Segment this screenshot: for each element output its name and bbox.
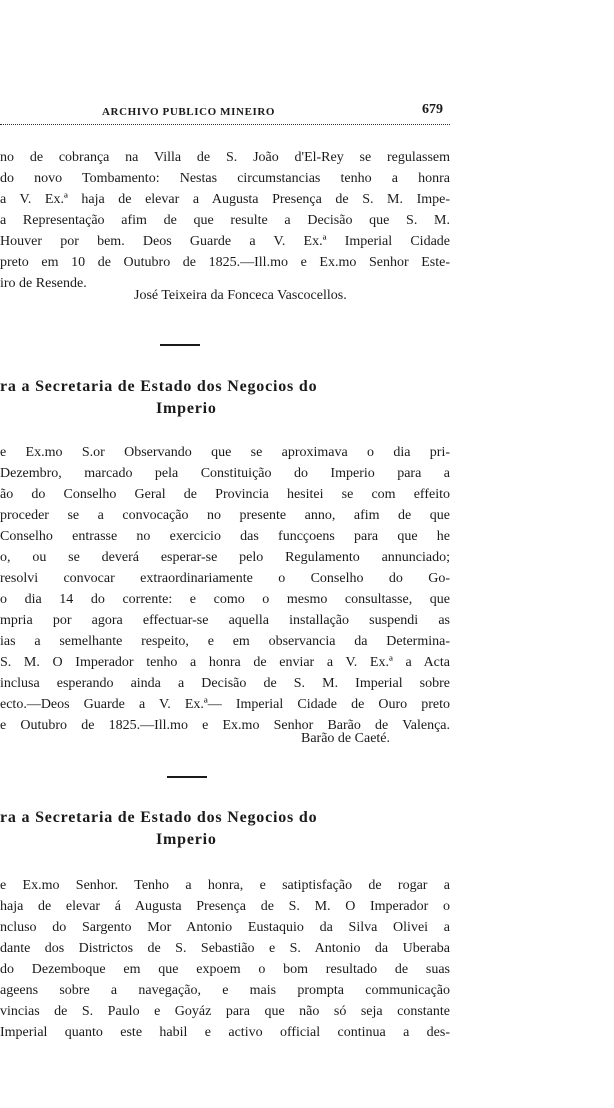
text-line: ageens sobre a navegação, e mais prompta communicação [0,983,450,998]
text-line: haja de elevar á Augusta Presença de S. M. O Imperador o [0,899,450,914]
text-line: no de cobrança na Villa de S. João d'El-Rey se regulassem [0,150,450,165]
text-line: e Ex.mo Senhor. Tenho a honra, e satiptisfação de rogar a [0,878,450,893]
text-line: S. M. O Imperador tenho a honra de enviar a V. Ex.ª a Acta [0,655,450,670]
text-line: iro de Resende. [0,276,87,291]
text-line: resolvi convocar extraordinariamente o Conselho do Go- [0,571,450,586]
text-line: Imperial quanto este habil e activo official continua a des- [0,1025,450,1040]
text-line: Houver por bem. Deos Guarde a V. Ex.ª Imperial Cidade [0,234,450,249]
text-line: ecto.—Deos Guarde a V. Ex.ª— Imperial Cidade de Ouro preto [0,697,450,712]
text-line: inclusa esperando ainda a Decisão de S. M. Imperial sobre [0,676,450,691]
signature: Barão de Caeté. [301,731,391,746]
text-line: e Outubro de 1825.—Ill.mo e Ex.mo Senhor Barão de Valença. [0,718,450,733]
text-line: o dia 14 do corrente: e como o mesmo consultasse, que [0,592,450,607]
text-line: Conselho entrasse no exercicio das funcçoens para que he [0,529,450,544]
section-heading: ra a Secretaria de Estado dos Negocios do [0,809,318,826]
text-line: ão do Conselho Geral de Provincia hesitei se com effeito [0,487,450,502]
text-line: ias a semelhante respeito, e em observancia da Determina- [0,634,450,649]
text-line: ncluso do Sargento Mor Antonio Eustaquio da Silva Olivei a [0,920,450,935]
header-rule [0,124,450,125]
text-line: Dezembro, marcado pela Constituição do Imperio para a [0,466,450,481]
signature: José Teixeira da Fonceca Vascocellos. [134,288,347,303]
text-line: proceder se a convocação no presente anno, afim de que [0,508,450,523]
text-line: a Representação afim de que resulte a Decisão que S. M. [0,213,450,228]
text-line: do novo Tombamento: Nestas circumstancias tenho a honra [0,171,450,186]
text-line: dante dos Districtos de S. Sebastião e S. Antonio da Uberaba [0,941,450,956]
text-line: preto em 10 de Outubro de 1825.—Ill.mo e Ex.mo Senhor Este- [0,255,450,270]
text-line: o, ou se deverá esperar-se pelo Regulamento annunciado; [0,550,450,565]
text-line: e Ex.mo S.or Observando que se aproximava o dia pri- [0,445,450,460]
section-separator [160,344,200,346]
page-number: 679 [422,102,443,117]
section-heading: Imperio [156,400,217,417]
section-heading: Imperio [156,831,217,848]
running-title: ARCHIVO PUBLICO MINEIRO [102,106,276,118]
section-heading: ra a Secretaria de Estado dos Negocios do [0,378,318,395]
page-header [0,98,600,128]
text-line: a V. Ex.ª haja de elevar a Augusta Presença de S. M. Impe- [0,192,450,207]
text-line: do Dezemboque em que expoem o bom resultado de suas [0,962,450,977]
text-line: mpria por agora effectuar-se aquella installação suspendi as [0,613,450,628]
text-line: vincias de S. Paulo e Goyáz para que não só seja constante [0,1004,450,1019]
section-separator [167,776,207,778]
